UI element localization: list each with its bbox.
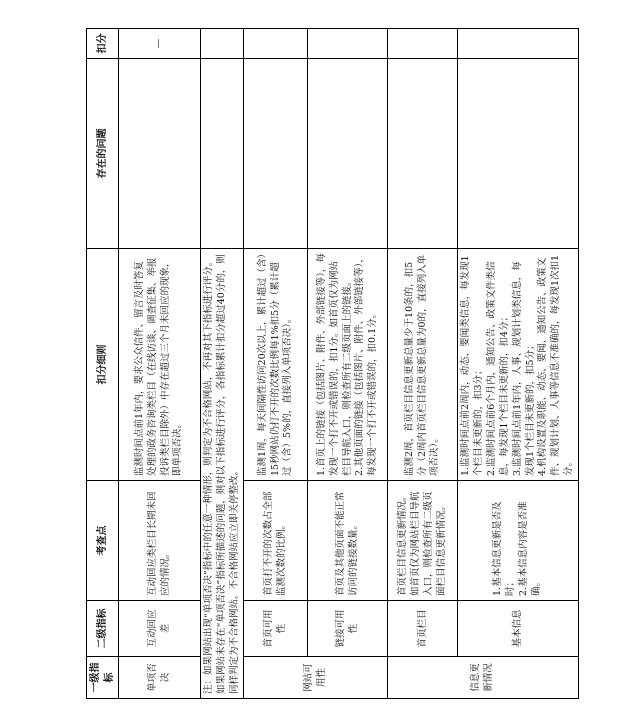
- home-avail-detail: 监测1周，每天间隔性访问20次以上，累计超过（含）15秒网站仍打不开的次数比例每1%扣5分（累计超过（含）5%的，直接列入单项否决）。: [244, 249, 308, 481]
- table-row: [458, 29, 578, 699]
- home-column-level2: 首页栏目: [388, 601, 458, 657]
- assessment-table: [86, 28, 579, 699]
- note-problems: [201, 59, 244, 249]
- note-deduct: [201, 29, 244, 59]
- header-row: [87, 29, 119, 699]
- veto-points: 互动回应类栏目长期未回应的情况。: [119, 481, 201, 601]
- link-avail-deduct: [308, 29, 388, 59]
- header-level1: 一级指标: [87, 657, 119, 699]
- link-avail-level2: 链接可用性: [308, 601, 388, 657]
- veto-detail: 监测时间点前1年内，要求公众信件、留言及时答复处理的政务咨询类栏目（在线访谈、调查征集、举报投诉类栏目除外）中存在超过三个月未回应的现象，即单项否决。: [119, 249, 201, 481]
- link-avail-points: 首页及其他页面不能正常访问的链接数量。: [308, 481, 388, 601]
- basic-info-detail-1: 1.监测时间点前2周内，动态、要闻类信息，每发现1个栏目未更新的，扣3分；: [460, 255, 485, 476]
- basic-info-detail-2: 2.监测时间点前6个月内，通知公告、政策文件类信息，每发现1个栏目未更新的，扣4分；: [486, 261, 510, 476]
- veto-level2: 互动回应差: [119, 601, 201, 657]
- basic-info-point-2: 2.基本信息内容是否准确。: [518, 501, 542, 596]
- note-row: [201, 29, 244, 699]
- link-avail-problems: [308, 59, 388, 249]
- header-points: 考查点: [87, 481, 119, 601]
- home-column-deduct: [388, 29, 458, 59]
- basic-info-level2: 基本信息: [458, 601, 578, 657]
- header-problems: 存在的问题: [87, 59, 119, 249]
- home-avail-problems: [244, 59, 308, 249]
- header-level2: 二级指标: [87, 601, 119, 657]
- basic-info-deduct: [458, 29, 578, 59]
- update-level1: 信息更新情况: [388, 657, 578, 699]
- basic-info-detail-4: 4.机构设置及职能、动态、要闻、通知公告、政策文件、规划计划、人事等信息不准确的，每发现1次扣1分。: [537, 254, 574, 476]
- table-row: [119, 29, 201, 699]
- veto-problems: [119, 59, 201, 249]
- home-column-detail: 监测2周，首页栏目信息更新总量少于10条的，扣5分（2周内首页栏目信息更新总量为0的，直接列入单项否决）。: [388, 249, 458, 481]
- basic-info-detail-3: 3.监测时间点前1年内，人事、规划计划类信息，每发现1个栏目未更新的，扣5分；: [511, 261, 536, 476]
- veto-mark: —: [119, 29, 201, 59]
- basic-info-detail: [458, 249, 578, 481]
- note-text: 注：如果网站出现“单项否决”指标中的任意一种情形，则判定为不合格网站，不再对其下指标进行评分。如果网站未存在“单项否决”指标所描述的问题，则对以下指标进行评分，各指标累计扣分超过40分的，则同样判定为不合格网站。不合格网站应立即关停整改。: [201, 249, 244, 699]
- table-row: [388, 29, 458, 699]
- table-row: [244, 29, 308, 699]
- basic-info-points: [458, 481, 578, 601]
- header-detail: 扣分细则: [87, 249, 119, 481]
- basic-info-problems: [458, 59, 578, 249]
- link-avail-detail: [308, 249, 388, 481]
- veto-level1: 单项否决: [119, 657, 201, 699]
- basic-info-point-1: 1.基本信息更新是否及时；: [492, 501, 517, 596]
- header-deduct: 扣分: [87, 29, 119, 59]
- home-avail-points: 首页打不开的次数占全部监测次数的比例。: [244, 481, 308, 601]
- link-avail-detail-2: 2.其他页面的链接（包括图片、附件、外部链接等），每发现一个打不开或错误的，扣0.1分。: [354, 253, 379, 476]
- link-avail-detail-1: 1.首页上的链接（包括图片、附件、外部链接等），每发现一个打不开或错误的，扣1分。如首页仅为网站栏目导航入口，则检查所有二级页面上的链接。: [315, 253, 353, 476]
- home-avail-deduct: [244, 29, 308, 59]
- home-column-problems: [388, 59, 458, 249]
- home-avail-level2: 首页可用性: [244, 601, 308, 657]
- table-row: [308, 29, 388, 699]
- home-column-points: 首页栏目信息更新情况。如首页仅为网站栏目导航入口，则检查所有二级页面栏目信息更新情况。: [388, 481, 458, 601]
- usability-level1: 网站可用性: [244, 657, 388, 699]
